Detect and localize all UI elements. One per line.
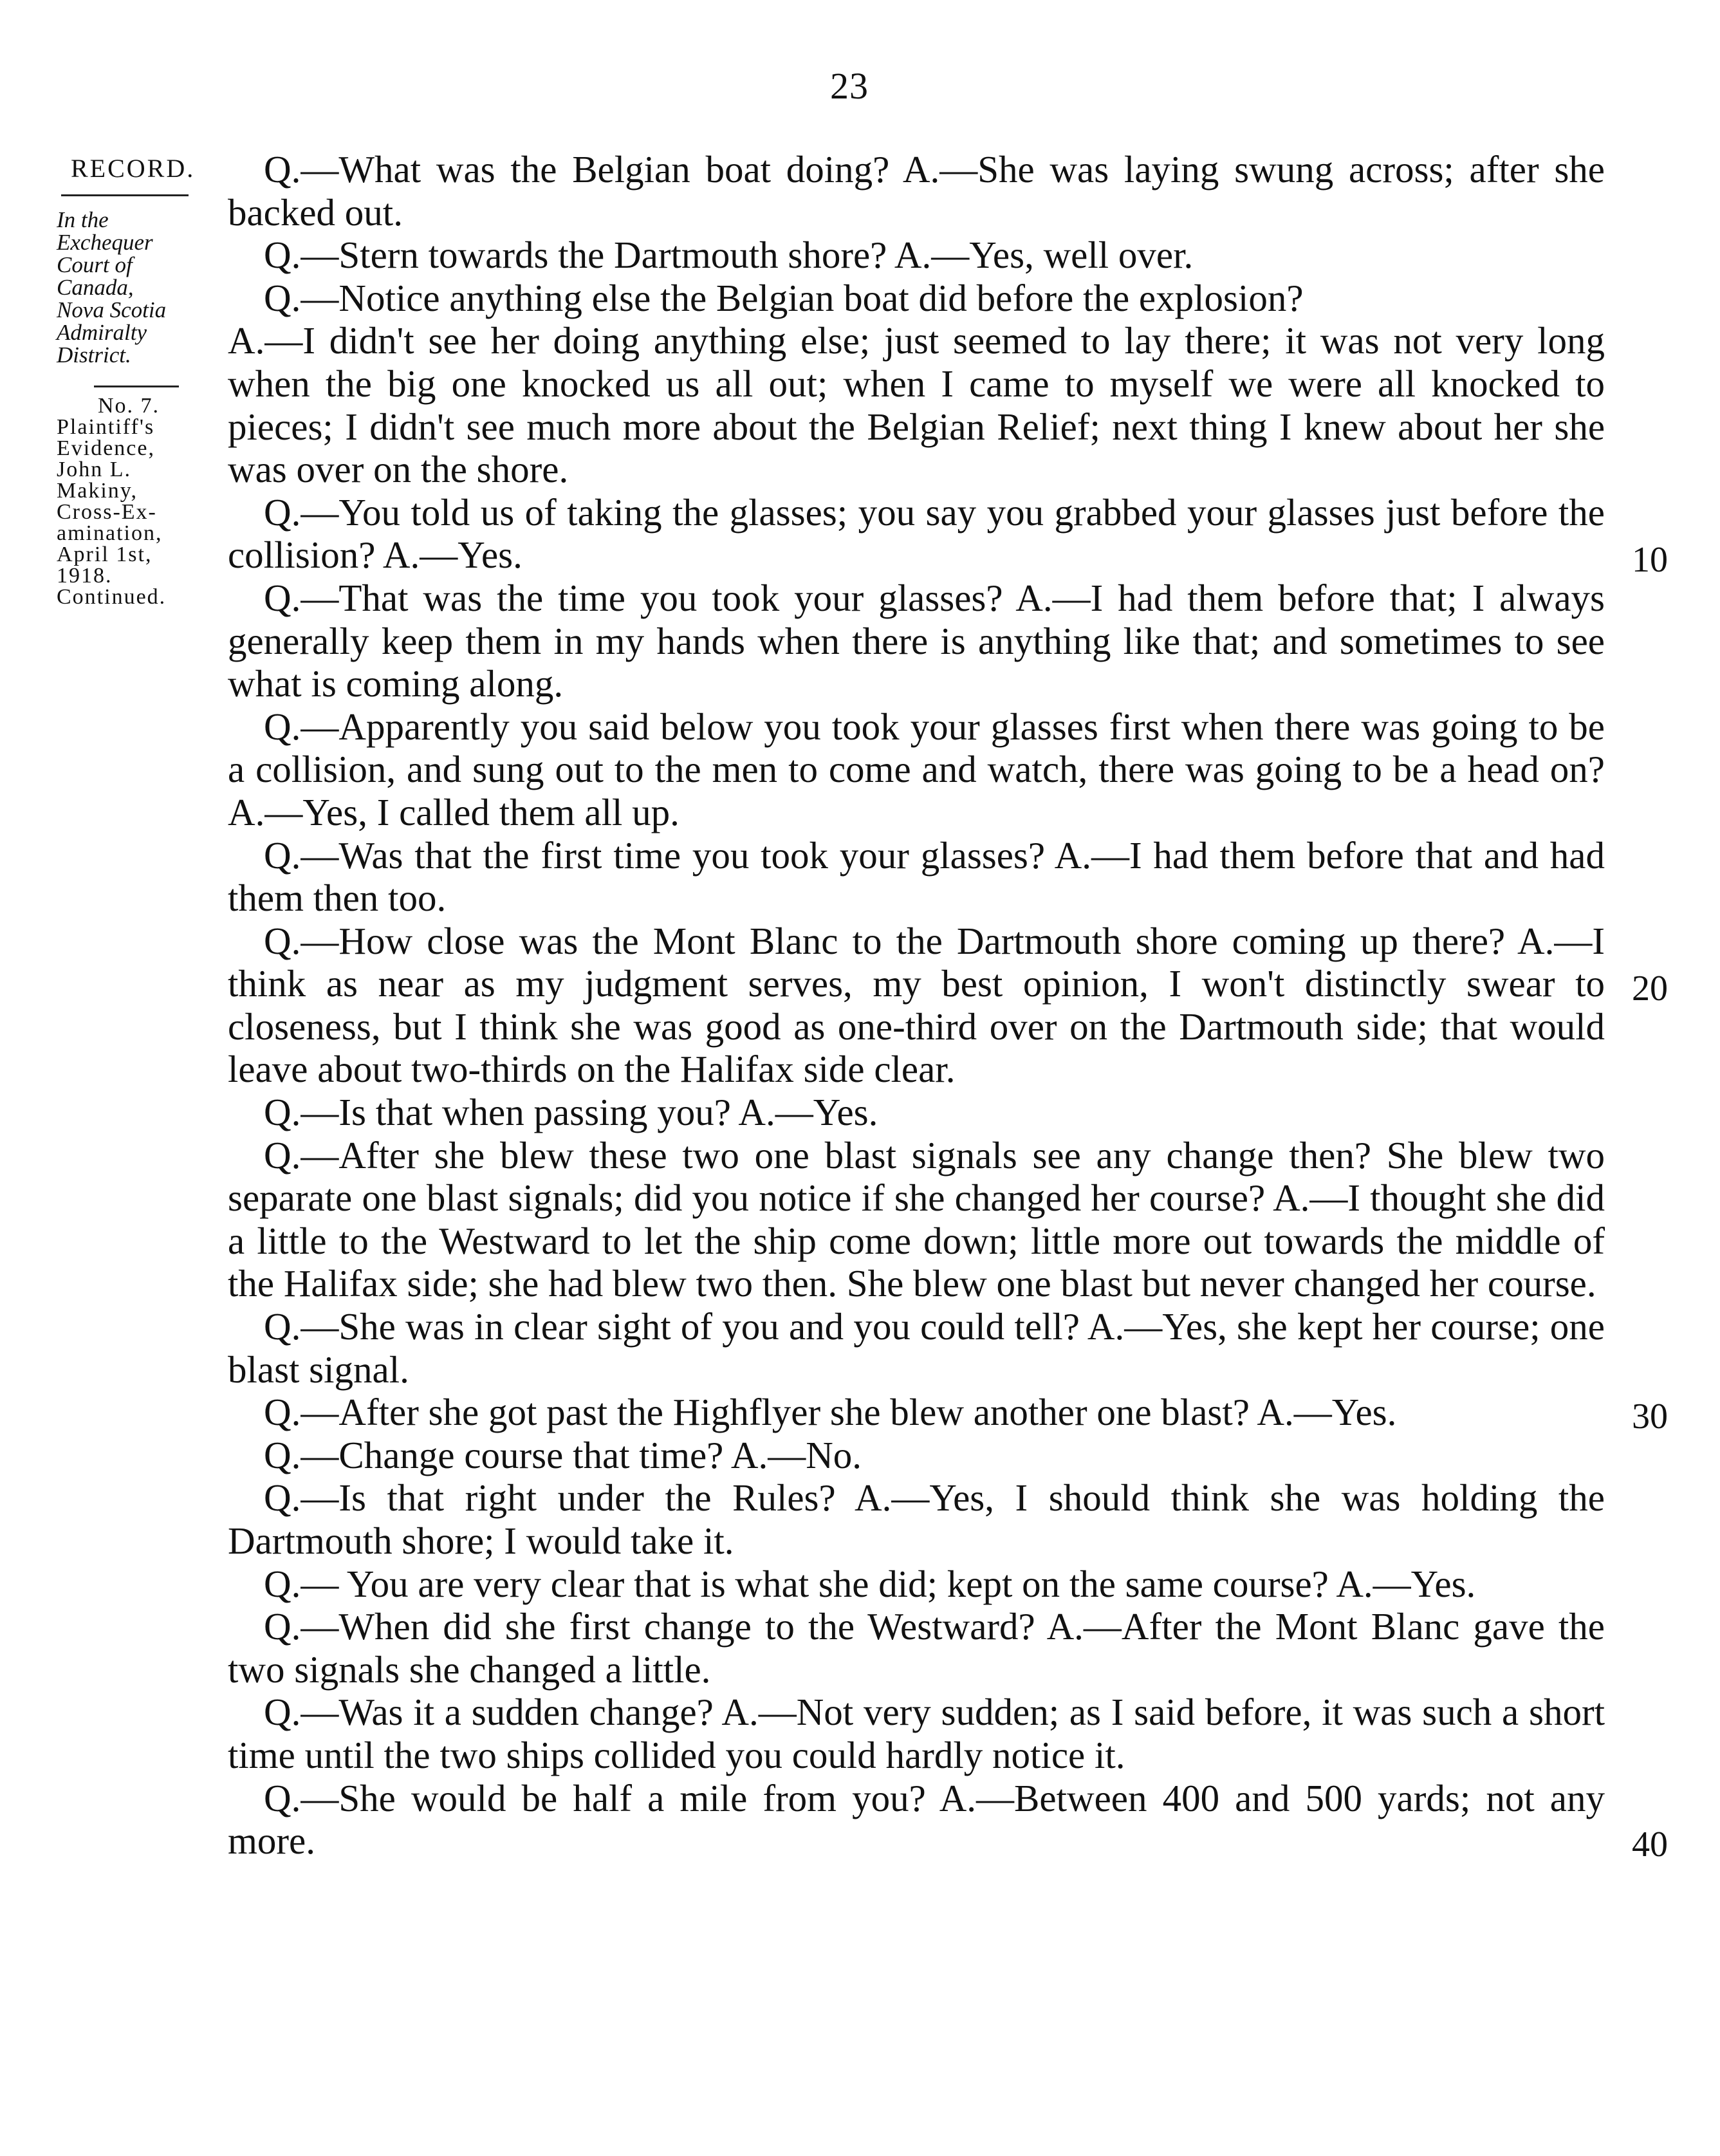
court-line: District.: [57, 342, 131, 367]
line-number: 30: [1632, 1397, 1668, 1436]
evidence-line: Continued.: [57, 585, 167, 609]
evidence-line: Plaintiff's: [57, 415, 155, 439]
testimony-paragraph: Q.—After she got past the Highflyer she blew another one blast? A.—Yes.: [264, 1391, 1397, 1434]
testimony-paragraph: Q.—Is that right under the Rules? A.—Yes, I should think she was holding the Dartmouth shore; I would take it.: [228, 1476, 1605, 1562]
court-line: Court of: [57, 252, 133, 277]
evidence-line: No. 7.: [98, 394, 160, 418]
court-designation: [57, 209, 217, 366]
line-number: 20: [1632, 969, 1668, 1008]
court-line: In the: [57, 207, 109, 232]
evidence-line: John L.: [57, 458, 131, 481]
testimony-paragraph: Q.—Was that the first time you took your glasses? A.—I had them before that and had them then too.: [228, 833, 1605, 920]
testimony-paragraph: Q.—You told us of taking the glasses; you say you grabbed your glasses just before the collision? A.—Yes.: [228, 490, 1605, 577]
testimony-paragraph: Q.—Notice anything else the Belgian boat did before the explosion?: [264, 276, 1304, 319]
testimony-paragraph: Q.—Change course that time? A.—No.: [264, 1433, 862, 1476]
testimony-paragraph: Q.—That was the time you took your glasses? A.—I had them before that; I always generally keep them in my hands when there is anything like that; and sometimes to see what is coming along.: [228, 576, 1605, 705]
court-line: Canada,: [57, 275, 134, 300]
evidence-designation: [57, 395, 217, 608]
testimony-paragraph: Q.—Is that when passing you? A.—Yes.: [264, 1091, 878, 1134]
evidence-line: Evidence,: [57, 436, 155, 460]
evidence-line: Makiny,: [57, 479, 138, 503]
testimony-paragraph: Q.—She would be half a mile from you? A.—Between 400 and 500 yards; not any more.: [228, 1776, 1605, 1863]
line-number: 40: [1632, 1825, 1668, 1864]
testimony-body: [228, 148, 1605, 1863]
testimony-paragraph: Q.—After she blew these two one blast signals see any change then? She blew two separate one blast signals; did you notice if she changed her course? A.—I thought she did a little to the Westward to let the ship come down; little more out towards the middle of the Halifax side; she had blew two then. She blew one blast but never changed her course.: [228, 1133, 1605, 1305]
line-number: 10: [1632, 540, 1668, 580]
evidence-line: amination,: [57, 521, 163, 545]
court-line: Nova Scotia: [57, 297, 167, 322]
margin-rule-mid: [94, 386, 179, 387]
record-label: RECORD.: [71, 154, 196, 183]
court-line: Exchequer: [57, 230, 153, 255]
testimony-paragraph: Q.—Apparently you said below you took your glasses first when there was going to be a collision, and sung out to the men to come and watch, there was going to be a head on? A.—Yes, I called them all up.: [228, 705, 1605, 833]
page-number: 23: [830, 65, 869, 107]
testimony-paragraph: Q.—When did she first change to the Westward? A.—After the Mont Blanc gave the two signals she changed a little.: [228, 1605, 1605, 1691]
testimony-paragraph: Q.—Stern towards the Dartmouth shore? A.—Yes, well over.: [264, 234, 1194, 277]
testimony-paragraph: A.—I didn't see her doing anything else; just seemed to lay there; it was not very long when the big one knocked us all out; when I came to myself we were all knocked to pieces; I didn't see much more about the Belgian Relief; next thing I knew about her she was over on the shore.: [228, 319, 1605, 491]
testimony-paragraph: Q.— You are very clear that is what she did; kept on the same course? A.—Yes.: [264, 1562, 1476, 1605]
evidence-line: April 1st,: [57, 543, 153, 566]
testimony-paragraph: Q.—She was in clear sight of you and you could tell? A.—Yes, she kept her course; one blast signal.: [228, 1305, 1605, 1391]
court-line: Admiralty: [57, 320, 147, 345]
testimony-paragraph: Q.—What was the Belgian boat doing? A.—She was laying swung across; after she backed out.: [228, 148, 1605, 234]
testimony-paragraph: Q.—How close was the Mont Blanc to the Dartmouth shore coming up there? A.—I think as near as my judgment serves, my best opinion, I won't distinctly swear to closeness, but I think she was good as one-third over on the Dartmouth side; that would leave about two-thirds on the Halifax side clear.: [228, 919, 1605, 1091]
margin-rule-top: [61, 194, 189, 196]
margin-sidenote: [57, 209, 217, 608]
testimony-paragraph: Q.—Was it a sudden change? A.—Not very sudden; as I said before, it was such a short time until the two ships collided you could hardly notice it.: [228, 1691, 1605, 1776]
evidence-line: Cross-Ex-: [57, 500, 157, 524]
evidence-line: 1918.: [57, 564, 113, 588]
